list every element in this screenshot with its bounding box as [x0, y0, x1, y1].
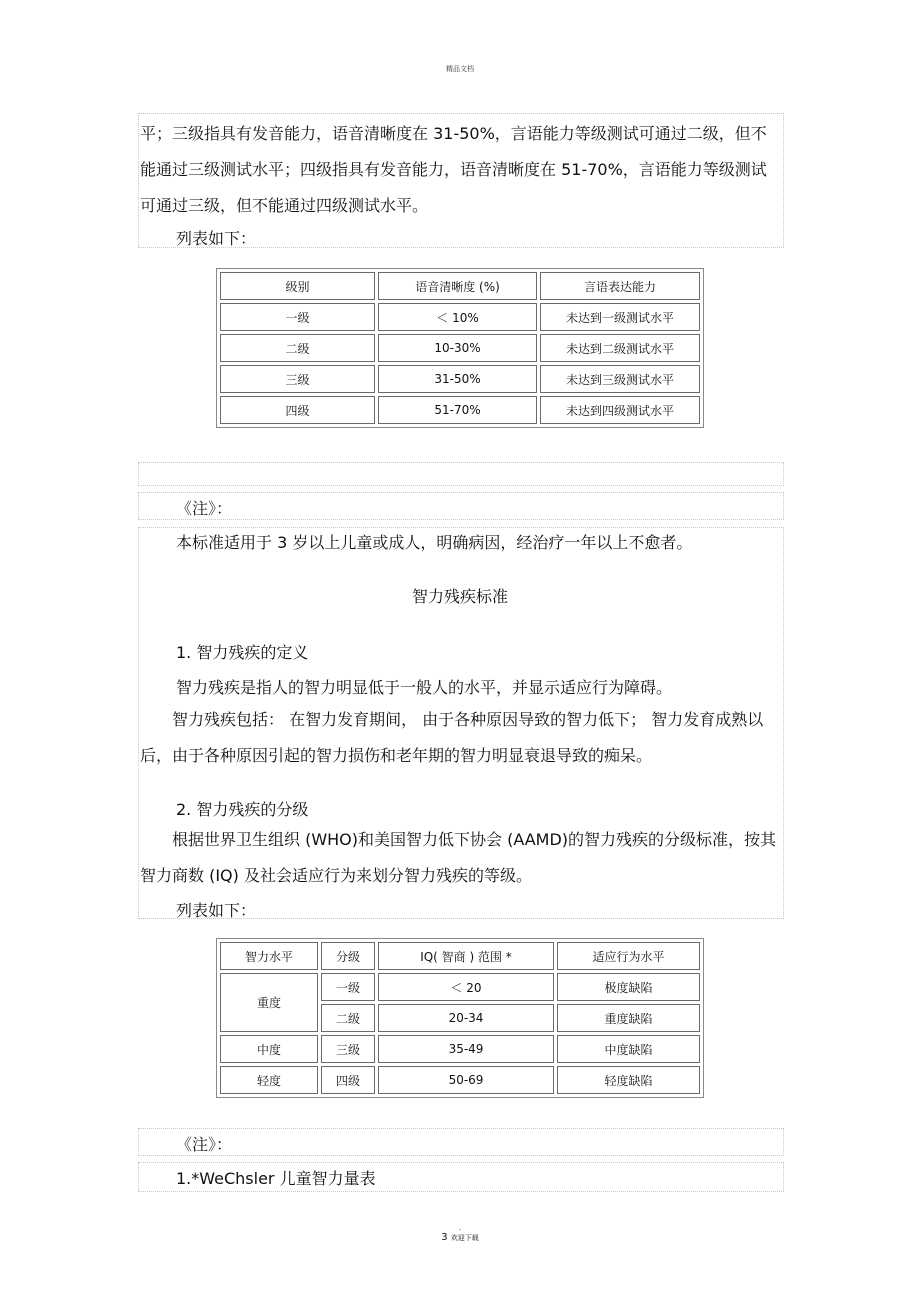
classification-paragraph: 根据世界卫生组织 (WHO)和美国智力低下协会 (AAMD)的智力残疾的分级标准，按其智力商数 (IQ) 及社会适应行为来划分智力残疾的等级。 [140, 830, 777, 885]
table-row [220, 1035, 700, 1063]
table-header-cell: 言语表达能力 [540, 272, 700, 300]
table-cell: 20-34 [378, 1004, 554, 1032]
heading-definition: 1. 智力残疾的定义 [176, 643, 309, 662]
section-title: 智力残疾标准 [411, 587, 508, 606]
footer-dot: . [458, 1224, 462, 1232]
table-row [220, 365, 700, 393]
table-header-cell: 语音清晰度 (%) [378, 272, 537, 300]
table-cell: 未达到四级测试水平 [540, 396, 700, 424]
table-cell: 三级 [321, 1035, 375, 1063]
table-cell: 一级 [321, 973, 375, 1001]
table-row [220, 973, 700, 1001]
table-cell: 未达到二级测试水平 [540, 334, 700, 362]
frame-spacer [138, 462, 784, 486]
table-header-row [220, 272, 700, 300]
speech-table [216, 268, 704, 428]
table-row [220, 334, 700, 362]
intro-paragraph: 平；三级指具有发音能力，语音清晰度在 31-50%，言语能力等级测试可通过二级，但不能通过三级测试水平；四级指具有发音能力，语音清晰度在 51-70%，言语能力等级测试可通过三级，但不能通过四级测试水平。 [140, 124, 767, 215]
note-label-2: 《注》： [176, 1135, 233, 1154]
table-header-cell: 智力水平 [220, 942, 318, 970]
table-header-cell: IQ( 智商 ) 范围 * [378, 942, 554, 970]
table-cell: 中度缺陷 [557, 1035, 700, 1063]
list-intro-2: 列表如下： [176, 901, 257, 920]
heading-classification: 2. 智力残疾的分级 [176, 800, 309, 819]
table-cell: 未达到三级测试水平 [540, 365, 700, 393]
frame-note-2 [138, 1128, 784, 1156]
note-label-1: 《注》： [176, 499, 233, 518]
table-cell: 二级 [321, 1004, 375, 1032]
table-cell: ＜ 20 [378, 973, 554, 1001]
table-cell: 51-70% [378, 396, 537, 424]
table-header-row [220, 942, 700, 970]
table-header-cell: 适应行为水平 [557, 942, 700, 970]
table-cell: 未达到一级测试水平 [540, 303, 700, 331]
table-cell: 10-30% [378, 334, 537, 362]
table-cell: ＜ 10% [378, 303, 537, 331]
table-cell: 四级 [220, 396, 375, 424]
level-cell: 轻度 [220, 1066, 318, 1094]
definition-text: 智力残疾是指人的智力明显低于一般人的水平，并显示适应行为障碍。 [176, 678, 673, 697]
table-row [220, 396, 700, 424]
note-text-1: 本标准适用于 3 岁以上儿童或成人，明确病因，经治疗一年以上不愈者。 [176, 533, 693, 552]
page-footer [0, 1224, 920, 1243]
table-header-cell: 分级 [321, 942, 375, 970]
table-cell: 二级 [220, 334, 375, 362]
table-cell: 极度缺陷 [557, 973, 700, 1001]
table-cell: 一级 [220, 303, 375, 331]
table-cell: 四级 [321, 1066, 375, 1094]
table-cell: 50-69 [378, 1066, 554, 1094]
footer-text: 欢迎下载 [450, 1234, 479, 1242]
table-cell: 35-49 [378, 1035, 554, 1063]
list-intro-1: 列表如下： [176, 229, 257, 248]
table-row [220, 1066, 700, 1094]
table-cell: 31-50% [378, 365, 537, 393]
table-cell: 重度缺陷 [557, 1004, 700, 1032]
frame-note-1 [138, 492, 784, 520]
level-cell: 中度 [220, 1035, 318, 1063]
table-header-cell: 级别 [220, 272, 375, 300]
table-row [220, 303, 700, 331]
header-tag: 精品文档 [446, 65, 474, 73]
note-item-1: 1.*WeChsler 儿童智力量表 [176, 1169, 376, 1188]
level-cell: 重度 [220, 973, 318, 1032]
table-cell: 三级 [220, 365, 375, 393]
page-number: 3 [441, 1232, 448, 1243]
iq-table [216, 938, 704, 1098]
includes-paragraph: 智力残疾包括： 在智力发育期间， 由于各种原因导致的智力低下； 智力发育成熟以后，由于各种原因引起的智力损伤和老年期的智力明显衰退导致的痴呆。 [140, 710, 764, 765]
table-cell: 轻度缺陷 [557, 1066, 700, 1094]
